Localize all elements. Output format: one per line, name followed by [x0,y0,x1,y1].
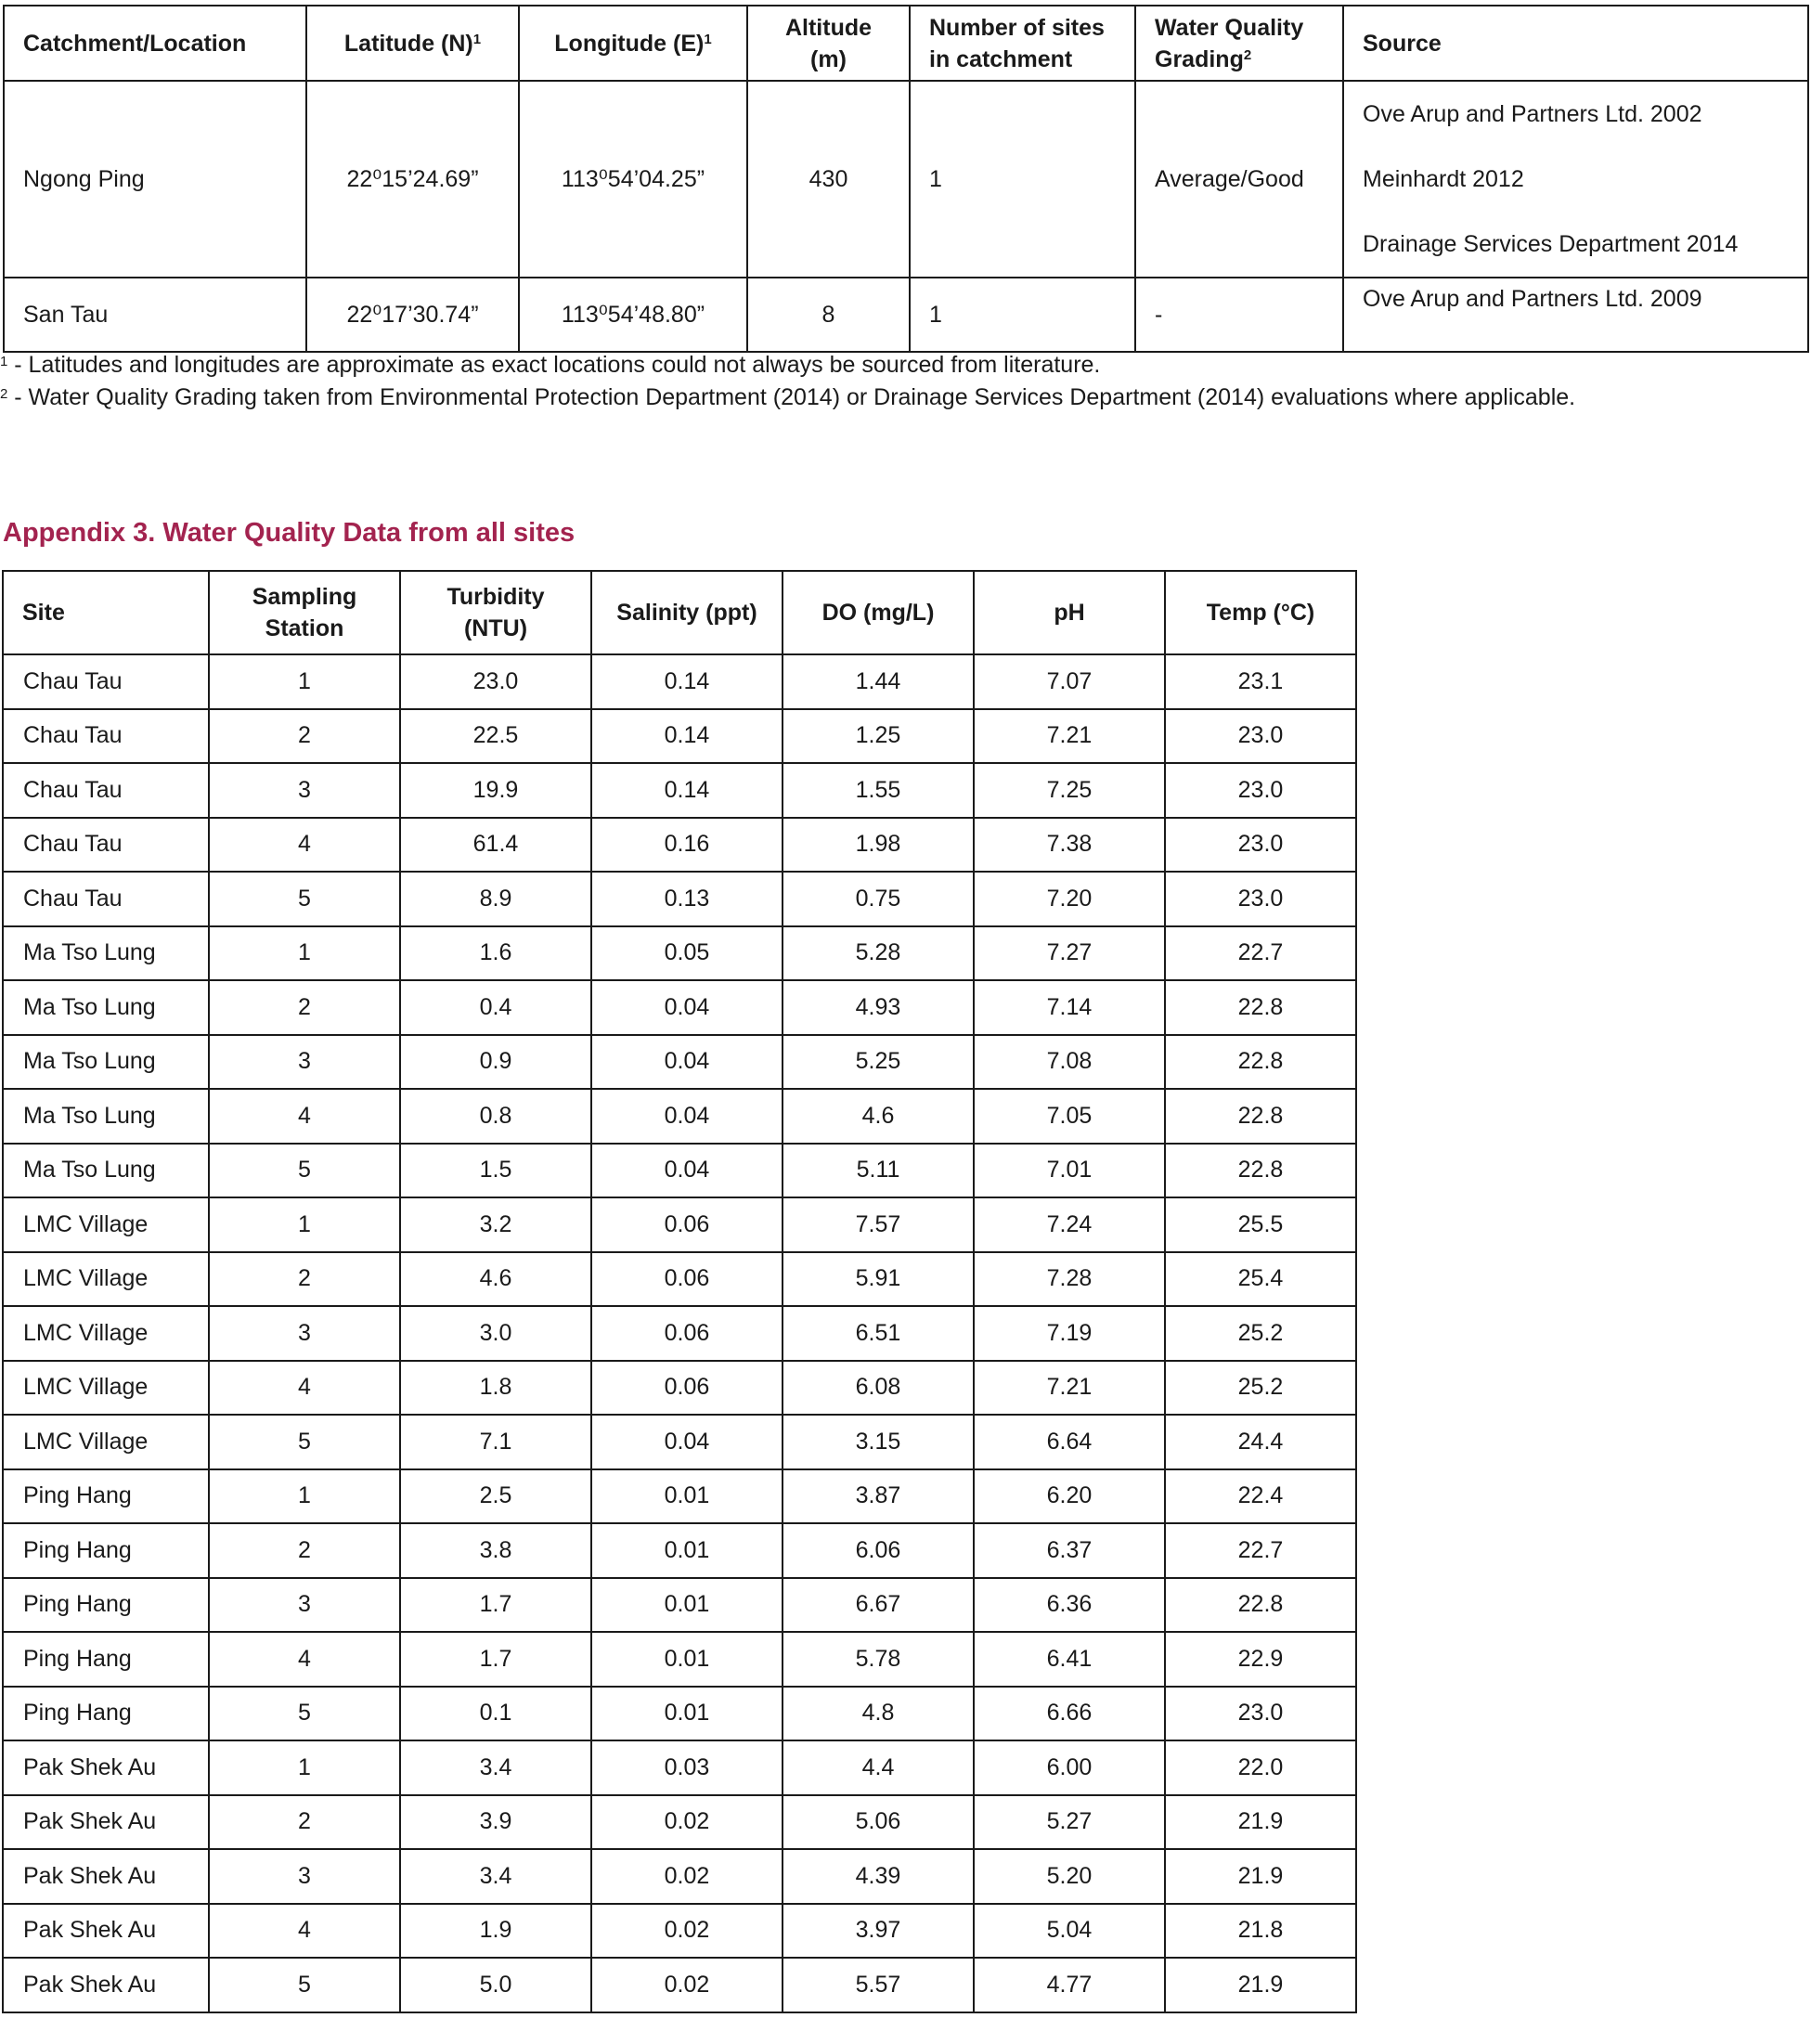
cell-ph: 5.27 [974,1795,1165,1850]
cell-turbidity: 1.6 [400,926,591,981]
cell-temp: 22.8 [1165,1144,1356,1198]
cell-site: Ping Hang [3,1523,209,1578]
cell-salinity: 0.02 [591,1904,783,1959]
cell-temp: 25.4 [1165,1252,1356,1307]
cell-do: 6.06 [783,1523,974,1578]
cell-latitude: 22⁰15’24.69” [306,81,519,278]
cell-do: 4.93 [783,980,974,1035]
cell-station: 4 [209,1361,400,1416]
cell-turbidity: 3.8 [400,1523,591,1578]
cell-salinity: 0.04 [591,1035,783,1090]
cell-salinity: 0.06 [591,1361,783,1416]
cell-ph: 7.07 [974,654,1165,709]
footnote: $^2$ - Water Quality Grading taken from Environmental Protection Department (2014) or Drainage Services Department (2014) evaluations where applicable. [0,384,1576,410]
table-row [3,1089,1356,1144]
cell-do: 5.11 [783,1144,974,1198]
cell-ph: 7.21 [974,1361,1165,1416]
cell-temp: 23.0 [1165,872,1356,926]
cell-turbidity: 1.7 [400,1578,591,1633]
cell-temp: 21.8 [1165,1904,1356,1959]
cell-longitude: 113⁰54’04.25” [519,81,747,278]
header-source: Source [1343,6,1808,81]
cell-temp: 25.5 [1165,1197,1356,1252]
cell-station: 3 [209,1306,400,1361]
cell-do: 5.91 [783,1252,974,1307]
source-entry: Meinhardt 2012 [1363,166,1524,192]
cell-salinity: 0.04 [591,1415,783,1469]
catchment-table-header [4,6,1808,81]
cell-salinity: 0.13 [591,872,783,926]
header-station: Sampling Station [209,571,400,654]
table-row [3,1687,1356,1741]
table-row [3,1578,1356,1633]
cell-ph: 6.37 [974,1523,1165,1578]
table-row [3,1144,1356,1198]
cell-ph: 6.36 [974,1578,1165,1633]
cell-temp: 22.9 [1165,1632,1356,1687]
cell-site: Chau Tau [3,654,209,709]
cell-turbidity: 2.5 [400,1469,591,1524]
table-row [3,1197,1356,1252]
cell-do: 4.8 [783,1687,974,1741]
cell-turbidity: 0.4 [400,980,591,1035]
cell-do: 3.87 [783,1469,974,1524]
cell-location: San Tau [4,278,306,352]
cell-ph: 7.05 [974,1089,1165,1144]
cell-temp: 22.0 [1165,1740,1356,1795]
cell-salinity: 0.05 [591,926,783,981]
cell-temp: 25.2 [1165,1361,1356,1416]
table-row [3,1361,1356,1416]
cell-turbidity: 1.5 [400,1144,591,1198]
cell-temp: 23.0 [1165,709,1356,764]
cell-site: LMC Village [3,1197,209,1252]
cell-station: 3 [209,1578,400,1633]
cell-turbidity: 22.5 [400,709,591,764]
cell-ph: 7.25 [974,763,1165,818]
cell-salinity: 0.01 [591,1523,783,1578]
cell-salinity: 0.14 [591,654,783,709]
table-row [3,1632,1356,1687]
cell-ph: 6.41 [974,1632,1165,1687]
cell-site: LMC Village [3,1252,209,1307]
cell-salinity: 0.02 [591,1958,783,2012]
cell-do: 6.51 [783,1306,974,1361]
cell-salinity: 0.06 [591,1306,783,1361]
source-entry: Ove Arup and Partners Ltd. 2002 [1363,101,1702,127]
appendix-title: Appendix 3. Water Quality Data from all sites [3,518,576,548]
table-row [4,81,1808,278]
cell-turbidity: 8.9 [400,872,591,926]
cell-salinity: 0.06 [591,1252,783,1307]
cell-turbidity: 19.9 [400,763,591,818]
cell-site: LMC Village [3,1306,209,1361]
table-row [3,1035,1356,1090]
cell-station: 3 [209,763,400,818]
source-entry: Ove Arup and Partners Ltd. 2009 [1363,286,1702,312]
cell-site: Ping Hang [3,1632,209,1687]
cell-salinity: 0.16 [591,818,783,873]
cell-temp: 23.0 [1165,1687,1356,1741]
catchment-table [3,5,1809,353]
cell-site: Pak Shek Au [3,1958,209,2012]
cell-do: 5.57 [783,1958,974,2012]
cell-salinity: 0.01 [591,1578,783,1633]
cell-salinity: 0.14 [591,763,783,818]
cell-turbidity: 61.4 [400,818,591,873]
cell-station: 1 [209,1740,400,1795]
footnotes [0,349,1575,414]
cell-site: Pak Shek Au [3,1904,209,1959]
cell-turbidity: 1.8 [400,1361,591,1416]
table-row [3,1469,1356,1524]
cell-temp: 22.8 [1165,1089,1356,1144]
header-site: Site [3,571,209,654]
cell-site: Ping Hang [3,1578,209,1633]
header-ph: pH [974,571,1165,654]
cell-salinity: 0.06 [591,1197,783,1252]
cell-station: 5 [209,1144,400,1198]
cell-station: 5 [209,1958,400,2012]
cell-turbidity: 3.9 [400,1795,591,1850]
cell-location: Ngong Ping [4,81,306,278]
footnote: $^1$ - Latitudes and longitudes are approximate as exact locations could not always be sourced from literature. [0,352,1101,378]
cell-site: Ma Tso Lung [3,1144,209,1198]
cell-do: 4.4 [783,1740,974,1795]
cell-ph: 7.21 [974,709,1165,764]
cell-ph: 5.04 [974,1904,1165,1959]
table-row [3,1740,1356,1795]
cell-station: 4 [209,1904,400,1959]
header-longitude: Longitude $(E)^1$ [519,6,747,81]
cell-turbidity: 0.1 [400,1687,591,1741]
cell-salinity: 0.03 [591,1740,783,1795]
cell-site: Ma Tso Lung [3,926,209,981]
cell-site: Ma Tso Lung [3,1089,209,1144]
cell-ph: 7.14 [974,980,1165,1035]
cell-altitude: 430 [747,81,910,278]
cell-temp: 24.4 [1165,1415,1356,1469]
header-grading: Water Quality Grading$^2$ [1135,6,1343,81]
cell-do: 1.98 [783,818,974,873]
cell-do: 3.97 [783,1904,974,1959]
cell-turbidity: 3.2 [400,1197,591,1252]
cell-site: Chau Tau [3,763,209,818]
cell-site: Ping Hang [3,1687,209,1741]
cell-turbidity: 4.6 [400,1252,591,1307]
header-latitude: Latitude $(N)^1$ [306,6,519,81]
cell-station: 2 [209,709,400,764]
cell-station: 5 [209,872,400,926]
cell-station: 3 [209,1035,400,1090]
cell-do: 6.08 [783,1361,974,1416]
cell-longitude: 113⁰54’48.80” [519,278,747,352]
cell-do: 5.78 [783,1632,974,1687]
cell-temp: 25.2 [1165,1306,1356,1361]
cell-do: 4.39 [783,1849,974,1904]
cell-sites: 1 [910,81,1135,278]
cell-turbidity: 5.0 [400,1958,591,2012]
cell-station: 2 [209,980,400,1035]
cell-grading: Average/Good [1135,81,1343,278]
cell-site: LMC Village [3,1415,209,1469]
header-temp: Temp (°C) [1165,571,1356,654]
table-row [3,1904,1356,1959]
cell-temp: 21.9 [1165,1849,1356,1904]
cell-station: 1 [209,1469,400,1524]
cell-station: 4 [209,1089,400,1144]
cell-site: Chau Tau [3,709,209,764]
cell-temp: 23.0 [1165,763,1356,818]
cell-station: 5 [209,1415,400,1469]
cell-site: Pak Shek Au [3,1795,209,1850]
cell-ph: 6.00 [974,1740,1165,1795]
header-sites: Number of sites in catchment [910,6,1135,81]
cell-ph: 6.66 [974,1687,1165,1741]
cell-salinity: 0.02 [591,1795,783,1850]
cell-do: 0.75 [783,872,974,926]
cell-salinity: 0.14 [591,709,783,764]
cell-station: 4 [209,1632,400,1687]
cell-salinity: 0.02 [591,1849,783,1904]
cell-station: 1 [209,1197,400,1252]
cell-ph: 6.64 [974,1415,1165,1469]
cell-do: 5.06 [783,1795,974,1850]
header-salinity: Salinity (ppt) [591,571,783,654]
cell-site: Chau Tau [3,872,209,926]
cell-station: 1 [209,926,400,981]
cell-station: 1 [209,654,400,709]
cell-station: 2 [209,1523,400,1578]
cell-ph: 6.20 [974,1469,1165,1524]
cell-latitude: 22⁰17’30.74” [306,278,519,352]
cell-sites: 1 [910,278,1135,352]
cell-site: Ma Tso Lung [3,1035,209,1090]
cell-salinity: 0.04 [591,980,783,1035]
cell-station: 2 [209,1252,400,1307]
cell-site: Ping Hang [3,1469,209,1524]
cell-temp: 23.1 [1165,654,1356,709]
cell-ph: 7.28 [974,1252,1165,1307]
cell-salinity: 0.01 [591,1687,783,1741]
cell-site: LMC Village [3,1361,209,1416]
table-row [3,1795,1356,1850]
cell-ph: 7.27 [974,926,1165,981]
table-row [4,278,1808,352]
water-quality-table-header [3,571,1356,654]
cell-salinity: 0.01 [591,1469,783,1524]
cell-turbidity: 3.0 [400,1306,591,1361]
cell-do: 5.25 [783,1035,974,1090]
cell-do: 1.25 [783,709,974,764]
cell-altitude: 8 [747,278,910,352]
cell-do: 7.57 [783,1197,974,1252]
cell-do: 4.6 [783,1089,974,1144]
header-location: Catchment/Location [4,6,306,81]
cell-ph: 7.01 [974,1144,1165,1198]
table-row [3,1252,1356,1307]
cell-ph: 7.19 [974,1306,1165,1361]
cell-turbidity: 1.7 [400,1632,591,1687]
cell-temp: 22.7 [1165,926,1356,981]
cell-do: 1.55 [783,763,974,818]
cell-station: 4 [209,818,400,873]
source-entry: Drainage Services Department 2014 [1363,231,1739,257]
cell-site: Chau Tau [3,818,209,873]
cell-source [1343,278,1808,352]
cell-temp: 21.9 [1165,1795,1356,1850]
cell-ph: 7.38 [974,818,1165,873]
table-row [3,818,1356,873]
table-row [3,1958,1356,2012]
cell-do: 1.44 [783,654,974,709]
header-do: DO (mg/L) [783,571,974,654]
cell-turbidity: 3.4 [400,1740,591,1795]
table-row [3,980,1356,1035]
cell-ph: 5.20 [974,1849,1165,1904]
cell-ph: 7.24 [974,1197,1165,1252]
cell-grading: - [1135,278,1343,352]
cell-temp: 22.4 [1165,1469,1356,1524]
table-row [3,1849,1356,1904]
cell-temp: 22.8 [1165,1578,1356,1633]
cell-station: 5 [209,1687,400,1741]
water-quality-table [2,570,1357,2013]
cell-ph: 7.08 [974,1035,1165,1090]
cell-do: 6.67 [783,1578,974,1633]
table-row [3,1415,1356,1469]
cell-site: Pak Shek Au [3,1740,209,1795]
cell-turbidity: 0.9 [400,1035,591,1090]
cell-temp: 23.0 [1165,818,1356,873]
cell-do: 5.28 [783,926,974,981]
cell-station: 3 [209,1849,400,1904]
cell-salinity: 0.04 [591,1144,783,1198]
cell-turbidity: 1.9 [400,1904,591,1959]
cell-do: 3.15 [783,1415,974,1469]
cell-turbidity: 3.4 [400,1849,591,1904]
table-row [3,872,1356,926]
cell-turbidity: 0.8 [400,1089,591,1144]
header-altitude: Altitude (m) [747,6,910,81]
table-row [3,763,1356,818]
table-row [3,1523,1356,1578]
cell-source [1343,81,1808,278]
cell-salinity: 0.01 [591,1632,783,1687]
table-row [3,654,1356,709]
table-row [3,926,1356,981]
cell-turbidity: 7.1 [400,1415,591,1469]
cell-turbidity: 23.0 [400,654,591,709]
cell-ph: 4.77 [974,1958,1165,2012]
cell-salinity: 0.04 [591,1089,783,1144]
cell-site: Pak Shek Au [3,1849,209,1904]
header-turbidity: Turbidity (NTU) [400,571,591,654]
cell-temp: 21.9 [1165,1958,1356,2012]
cell-site: Ma Tso Lung [3,980,209,1035]
table-row [3,709,1356,764]
cell-temp: 22.8 [1165,980,1356,1035]
cell-ph: 7.20 [974,872,1165,926]
cell-temp: 22.8 [1165,1035,1356,1090]
cell-station: 2 [209,1795,400,1850]
table-row [3,1306,1356,1361]
cell-temp: 22.7 [1165,1523,1356,1578]
